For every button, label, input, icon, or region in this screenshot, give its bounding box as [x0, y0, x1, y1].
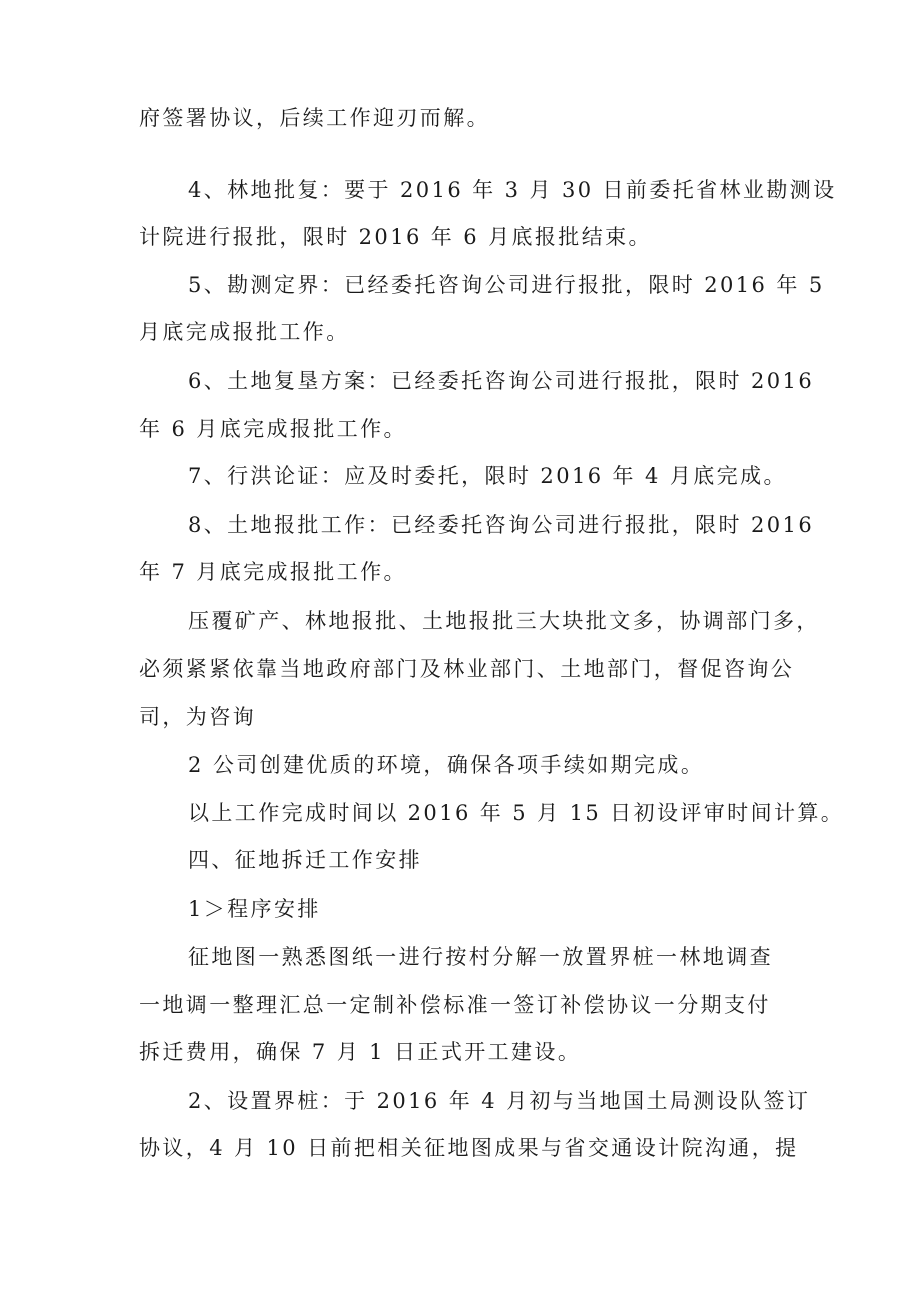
- text-line: 协议，4 月 10 日前把相关征地图成果与省交通设计院沟通，提: [139, 1136, 799, 1160]
- text-line: 以上工作完成时间以 2016 年 5 月 15 日初设评审时间计算。: [188, 801, 845, 825]
- text-line: 2 公司创建优质的环境，确保各项手续如期完成。: [188, 753, 705, 777]
- text-line: 5、勘测定界：已经委托咨询公司进行报批，限时 2016 年 5: [188, 273, 825, 297]
- text-line: 征地图一熟悉图纸一进行按村分解一放置界桩一林地调查: [188, 945, 773, 969]
- text-line: 2、设置界桩：于 2016 年 4 月初与当地国土局测设队签订: [188, 1089, 811, 1113]
- text-line: 一地调一整理汇总一定制补偿标准一签订补偿协议一分期支付: [139, 993, 771, 1017]
- text-line: 6、土地复垦方案：已经委托咨询公司进行报批，限时 2016: [188, 369, 815, 393]
- text-line: 压覆矿产、林地报批、土地报批三大块批文多，协调部门多，: [188, 609, 820, 633]
- text-line: 计院进行报批，限时 2016 年 6 月底报批结束。: [139, 225, 652, 249]
- subsection-heading: 1＞程序安排: [188, 897, 321, 921]
- text-line: 年 7 月底完成报批工作。: [139, 560, 407, 584]
- text-line: 7、行洪论证：应及时委托，限时 2016 年 4 月底完成。: [188, 464, 787, 488]
- text-line: 年 6 月底完成报批工作。: [139, 417, 407, 441]
- text-line: 月底完成报批工作。: [139, 320, 350, 344]
- section-heading: 四、征地拆迁工作安排: [188, 848, 422, 872]
- text-line: 府签署协议，后续工作迎刃而解。: [139, 106, 490, 130]
- text-line: 8、土地报批工作：已经委托咨询公司进行报批，限时 2016: [188, 513, 815, 537]
- text-line: 4、林地批复：要于 2016 年 3 月 30 日前委托省林业勘测设: [188, 178, 837, 202]
- text-line: 司，为咨询: [139, 705, 256, 729]
- text-line: 拆迁费用，确保 7 月 1 日正式开工建设。: [139, 1040, 582, 1064]
- text-line: 必须紧紧依靠当地政府部门及林业部门、土地部门，督促咨询公: [139, 657, 795, 681]
